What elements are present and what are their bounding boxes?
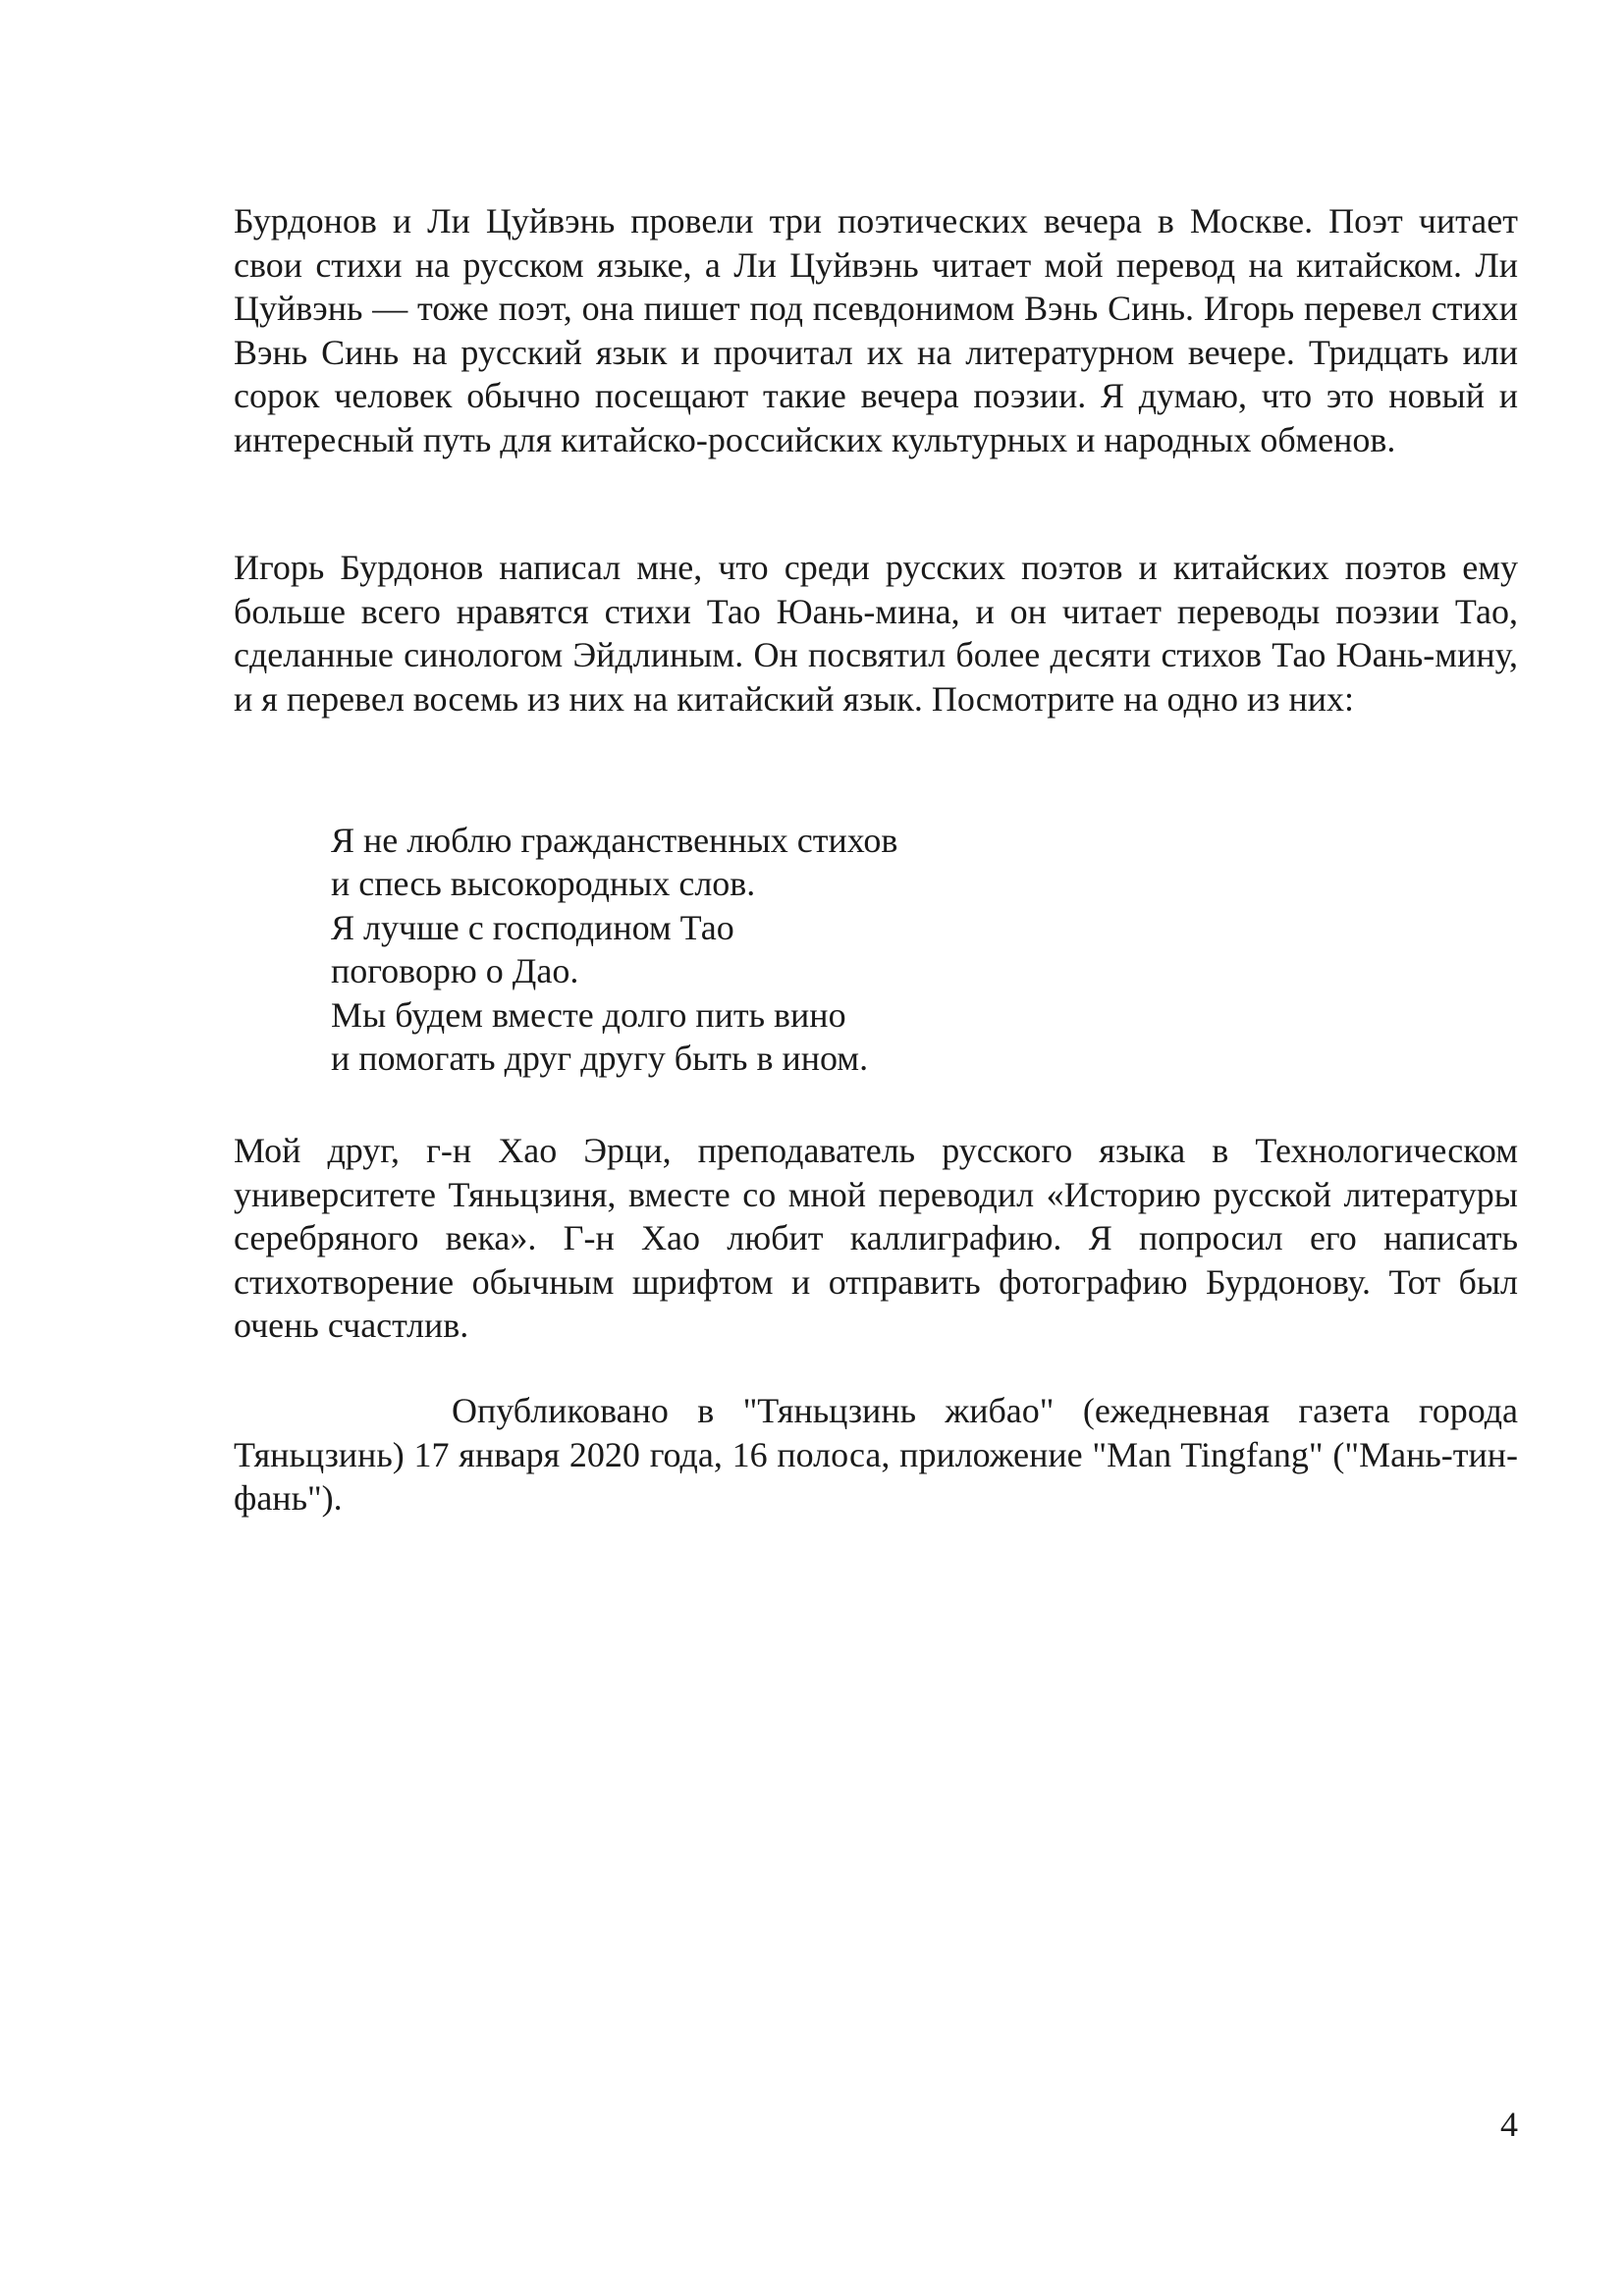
- poem-line: Мы будем вместе долго пить вино: [331, 994, 846, 1035]
- poem-line: Я лучше с господином Тао: [331, 907, 734, 947]
- page-number: 4: [1500, 2105, 1518, 2144]
- paragraph-calligraphy: Мой друг, г-н Хао Эрци, преподаватель русского языка в Технологическом университете Тяньцзиня, вместе со мной переводил «Историю русской литературы серебряного века». Г-н Хао любит каллиграфию. Я попросил его написать стихотворение обычным шрифтом и отправить фотографию Бурдонову. Тот был очень счастлив.: [234, 1131, 1518, 1346]
- poem-line: и помогать друг другу быть в ином.: [331, 1039, 869, 1079]
- poem-line: Я не люблю гражданственных стихов: [331, 821, 898, 860]
- paragraph-tao-yuanming: Игорь Бурдонов написал мне, что среди русских поэтов и китайских поэтов ему больше всего нравятся стихи Тао Юань-мина, и он читает переводы поэзии Тао, сделанные синологом Эйдлиным. Он посвятил более десяти стихов Тао Юань-мину, и я перевел восемь из них на китайский язык. Посмотрите на одно из них:: [234, 548, 1518, 719]
- poem-line: поговорю о Дао.: [331, 951, 579, 991]
- poem-quote: [331, 819, 1215, 1080]
- poem-line: и спесь высокородных слов.: [331, 864, 756, 904]
- paragraph-poetry-evenings: Бурдонов и Ли Цуйвэнь провели три поэтических вечера в Москве. Поэт читает свои стихи на русском языке, а Ли Цуйвэнь читает мой перевод на китайском. Ли Цуйвэнь — тоже поэт, она пишет под псевдонимом Вэнь Синь. Игорь перевел стихи Вэнь Синь на русский язык и прочитал их на литературном вечере. Тридцать или сорок человек обычно посещают такие вечера поэзии. Я думаю, что это новый и интересный путь для китайско-российских культурных и народных обменов.: [234, 201, 1518, 459]
- publication-note: Опубликовано в "Тяньцзинь жибао" (ежедневная газета города Тяньцзинь) 17 января 2020 года, 16 полоса, приложение "Man Tingfang" ("Мань-тин-фань").: [234, 1391, 1518, 1519]
